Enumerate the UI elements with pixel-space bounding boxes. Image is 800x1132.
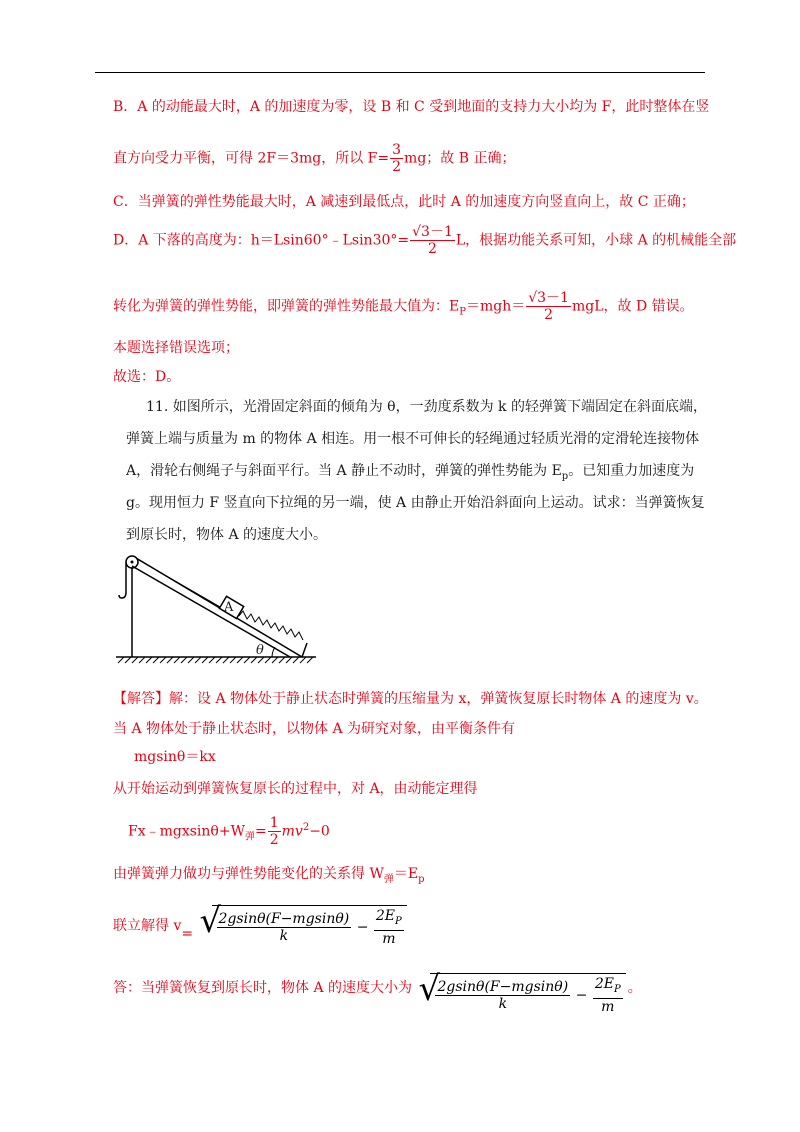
fraction-1-over-2 <box>268 815 281 848</box>
final-answer <box>113 969 642 1015</box>
question-line4: g。现用恒力 F 竖直向下拉绳的另一端，使 A 由静止开始沿斜面向上运动。试求：当弹簧恢复 <box>126 495 705 511</box>
fraction-main <box>435 979 570 1012</box>
subscript-p: P <box>459 306 466 318</box>
question-line3-end: 。已知重力加速度为 <box>568 463 695 479</box>
solution-line4-text: 由弹簧弹力做功与弹性势能变化的关系得 W <box>113 866 384 882</box>
equation-2 <box>128 815 330 848</box>
rope <box>137 559 222 608</box>
question-line3 <box>126 461 694 487</box>
equation-1: mgsinθ＝kx <box>134 749 216 765</box>
final-period: 。 <box>627 979 642 996</box>
solution-line5 <box>113 901 409 947</box>
fraction-numerator <box>593 976 623 999</box>
subscript-p: P <box>395 915 402 927</box>
question-line2: 弹簧上端与质量为 m 的物体 A 相连。用一根不可伸长的轻绳通过轻质光滑的定滑轮连接物体 <box>126 431 700 447</box>
fraction-denominator: k <box>498 995 508 1012</box>
pulley-axle <box>131 561 134 564</box>
hook-icon <box>119 562 126 598</box>
fraction-denominator: 2 <box>392 159 402 175</box>
angle-arc <box>272 647 275 657</box>
solution-line1: 【解答】解：设 A 物体处于静止状态时弹簧的压缩量为 x，弹簧恢复原长时物体 A 的速度为 v。 <box>113 691 708 707</box>
solution-line5-text: 联立解得 v <box>113 917 182 934</box>
final-radical <box>418 969 625 1015</box>
incline-figure <box>112 548 322 670</box>
subscript-p: p <box>561 470 569 482</box>
fraction-denominator: 2 <box>428 241 437 257</box>
incline-bottom <box>132 566 290 657</box>
mv-term: mv <box>281 823 303 840</box>
fraction-numerator <box>374 908 404 931</box>
subscript-tan: 弹 <box>244 831 255 843</box>
fraction-ep-over-m <box>593 976 623 1015</box>
option-b-line2 <box>113 142 515 175</box>
fraction-denominator: k <box>279 927 289 944</box>
fraction-numerator: 2gsinθ(F−mgsinθ) <box>437 978 569 995</box>
block-label: A <box>224 600 234 615</box>
result-radical <box>199 901 407 947</box>
fraction-sqrt3-minus-1-over-2 <box>410 224 455 257</box>
fraction-denominator: m <box>601 998 615 1015</box>
subscript-p: P <box>613 983 621 995</box>
subscript-tan: 弹 <box>383 873 394 885</box>
stopper <box>302 643 307 657</box>
superscript-2: 2 <box>302 821 310 833</box>
equals-sign: = <box>254 823 267 840</box>
solution-line3: 从开始运动到弹簧恢复原长的过程中，对 A，由动能定理得 <box>113 781 478 797</box>
sqrt-icon: √ <box>199 901 222 941</box>
equals-sign: = <box>181 925 194 942</box>
option-d-line1-text: D．A 下落的高度为：h＝Lsin60°﹣Lsin30°= <box>113 232 410 249</box>
header-rule <box>95 72 705 73</box>
option-d-line2-end: mgL，故 D 错误。 <box>571 298 694 315</box>
solution-line2: 当 A 物体处于静止状态时，以物体 A 为研究对象，由平衡条件有 <box>113 721 516 737</box>
option-d-line2-mid: ＝mgh＝ <box>465 298 526 315</box>
sqrt-icon: √ <box>418 969 441 1009</box>
summary-line2: 故选：D。 <box>113 369 181 385</box>
minus-sign: − <box>575 987 588 1004</box>
fraction-sqrt3-minus-1-over-2-b <box>526 290 571 323</box>
summary-line1: 本题选择错误选项； <box>113 340 239 356</box>
subscript-p: p <box>418 873 425 885</box>
option-b-line2-text: 直方向受力平衡，可得 2F＝3mg，所以 F= <box>113 150 390 167</box>
final-answer-text: 答：当弹簧恢复到原长时，物体 A 的速度大小为 <box>113 979 413 996</box>
fraction-numerator: √3－1 <box>528 290 569 306</box>
question-line1: 11. 如图所示，光滑固定斜面的倾角为 θ，一劲度系数为 k 的轻弹簧下端固定在斜面底端， <box>146 399 707 415</box>
fraction-numerator: √3－1 <box>412 224 453 240</box>
numerator-text: 2E <box>375 908 396 924</box>
option-b-line2-end: mg；故 B 正确； <box>404 150 516 167</box>
angle-label: θ <box>256 643 264 658</box>
fraction-denominator: 2 <box>269 832 279 848</box>
option-d-line2 <box>113 290 694 323</box>
solution-line4-mid: ＝E <box>393 866 419 882</box>
ground-hatching <box>118 657 313 663</box>
option-d-line2-text: 转化为弹簧的弹性势能，即弹簧的弹性势能最大值为：E <box>113 298 460 315</box>
fraction-denominator: m <box>382 930 396 947</box>
fraction-numerator: 1 <box>269 815 279 831</box>
option-d-line1-end: L，根据功能关系可知，小球 A 的机械能全部 <box>455 232 737 249</box>
numerator-text: 2E <box>594 976 614 992</box>
fraction-main <box>217 911 352 944</box>
equation-2-tail: −0 <box>309 823 330 840</box>
question-line5: 到原长时，物体 A 的速度大小。 <box>126 527 328 543</box>
question-line3-text: A，滑轮右侧绳子与斜面平行。当 A 静止不动时，弹簧的弹性势能为 E <box>126 463 562 479</box>
radical-body <box>430 973 625 1015</box>
minus-sign: − <box>356 919 369 936</box>
fraction-numerator: 3 <box>392 142 402 158</box>
equation-2-text: Fx﹣mgxsinθ+W <box>128 823 245 840</box>
fraction-ep-over-m <box>374 908 404 947</box>
fraction-3-over-2 <box>390 142 403 175</box>
radical-body <box>212 905 407 947</box>
solution-line4 <box>113 864 424 890</box>
fraction-numerator: 2gsinθ(F−mgsinθ) <box>218 910 350 927</box>
option-b-line1: B．A 的动能最大时，A 的加速度为零，设 B 和 C 受到地面的支持力大小均为 F，此时整体在竖 <box>113 99 710 115</box>
option-d-line1 <box>113 224 736 257</box>
option-c-line: C．当弹簧的弹性势能最大时，A 减速到最低点，此时 A 的加速度方向竖直向上，故 C 正确； <box>113 194 695 210</box>
fraction-denominator: 2 <box>544 307 554 323</box>
